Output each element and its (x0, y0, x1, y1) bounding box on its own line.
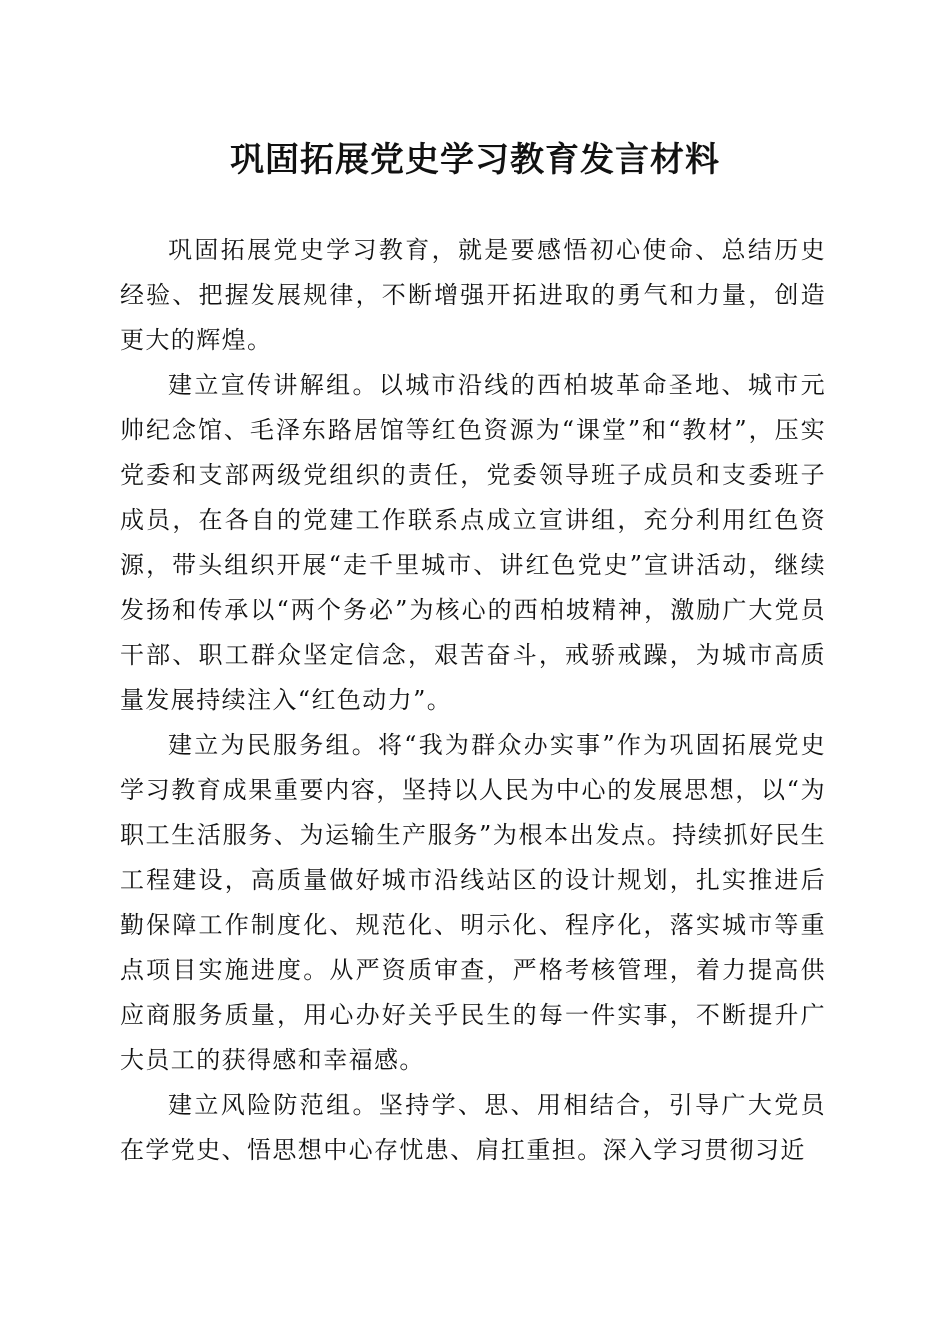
paragraph-intro: 巩固拓展党史学习教育，就是要感悟初心使命、总结历史经验、把握发展规律，不断增强开拓进取的勇气和力量，创造更大的辉煌。 (120, 236, 826, 354)
paragraph-service-group: 建立为民服务组。将“我为群众办实事”作为巩固拓展党史学习教育成果重要内容，坚持以人民为中心的发展思想，以“为职工生活服务、为运输生产服务”为根本出发点。持续抓好民生工程建设，高质量做好城市沿线站区的设计规划，扎实推进后勤保障工作制度化、规范化、明示化、程序化，落实城市等重点项目实施进度。从严资质审查，严格考核管理，着力提高供应商服务质量，用心办好关乎民生的每一件实事，不断提升广大员工的获得感和幸福感。 (120, 731, 826, 1074)
paragraph-publicity-group: 建立宣传讲解组。以城市沿线的西柏坡革命圣地、城市元帅纪念馆、毛泽东路居馆等红色资源为“课堂”和“教材”，压实党委和支部两级党组织的责任，党委领导班子成员和支委班子成员，在各自的党建工作联系点成立宣讲组，充分利用红色资源，带头组织开展“走千里城市、讲红色党史”宣讲活动，继续发扬和传承以“两个务必”为核心的西柏坡精神，激励广大党员干部、职工群众坚定信念，艰苦奋斗，戒骄戒躁，为城市高质量发展持续注入“红色动力”。 (120, 371, 826, 714)
paragraph-risk-group: 建立风险防范组。坚持学、思、用相结合，引导广大党员在学党史、悟思想中心存忧患、肩扛重担。深入学习贯彻习近 (120, 1091, 826, 1164)
document-body (120, 228, 826, 1173)
document-title: 巩固拓展党史学习教育发言材料 (230, 140, 720, 180)
